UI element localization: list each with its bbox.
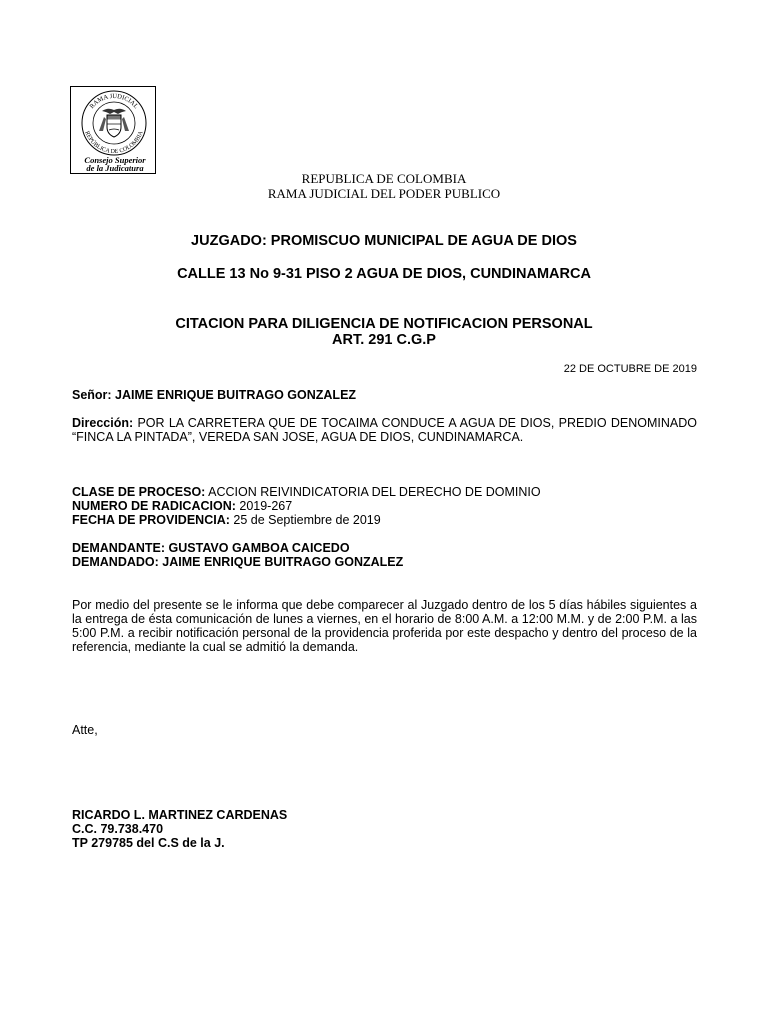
seal-ring-bottom-text: REPÚBLICA DE COLOMBIA	[83, 130, 145, 156]
document-date: 22 DE OCTUBRE DE 2019	[563, 363, 697, 375]
seal-emblem-icon	[71, 87, 157, 157]
ruling-date-row	[72, 513, 697, 527]
document-subtitle: ART. 291 C.G.P	[332, 332, 436, 348]
address-value: POR LA CARRETERA QUE DE TOCAIMA CONDUCE A AGUA DE DIOS, PREDIO DENOMINADO “FINCA LA PINTADA”, VEREDA SAN JOSE, AGUA DE DIOS, CUNDINAMARCA.	[72, 416, 697, 444]
address-block	[72, 416, 697, 444]
ruling-date-value: 25 de Septiembre de 2019	[233, 513, 381, 527]
filing-number-value: 2019-267	[239, 499, 293, 513]
process-type-row	[72, 485, 697, 499]
process-type-value: ACCION REIVINDICATORIA DEL DERECHO DE DOMINIO	[208, 485, 541, 499]
plaintiff-line: DEMANDANTE: GUSTAVO GAMBOA CAICEDO	[72, 541, 350, 555]
process-type-label: CLASE DE PROCESO:	[72, 485, 206, 499]
seal-ring-top-text: RAMA JUDICIAL	[88, 92, 140, 111]
filing-number-label: NUMERO DE RADICACION:	[72, 499, 236, 513]
notice-body-paragraph: Por medio del presente se le informa que debe comparecer al Juzgado dentro de los 5 días hábiles siguientes a la entrega de ésta comunicación de lunes a viernes, en el horario de 8:00 A.M. a 12:00 M.M. y de 2:00 P.M. a las 5:00 P.M. a recibir notificación personal de la providencia proferida por este despacho y dentro del proceso de la referencia, mediante la cual se admitió la demanda.	[72, 598, 697, 654]
court-name: JUZGADO: PROMISCUO MUNICIPAL DE AGUA DE DIOS	[191, 233, 577, 249]
recipient-line: Señor: JAIME ENRIQUE BUITRAGO GONZALEZ	[72, 388, 357, 402]
signer-professional-card: TP 279785 del C.S de la J.	[72, 836, 225, 850]
header-branch: RAMA JUDICIAL DEL PODER PUBLICO	[267, 186, 501, 201]
logo-caption-line2: de la Judicatura	[86, 163, 144, 173]
judicial-seal-logo	[70, 86, 156, 174]
defendant-line: DEMANDADO: JAIME ENRIQUE BUITRAGO GONZALEZ	[72, 555, 404, 569]
court-address: CALLE 13 No 9-31 PISO 2 AGUA DE DIOS, CUNDINAMARCA	[177, 266, 591, 282]
signer-name: RICARDO L. MARTINEZ CARDENAS	[72, 808, 288, 822]
signer-id: C.C. 79.738.470	[72, 822, 164, 836]
closing-salutation: Atte,	[72, 723, 98, 737]
document-title: CITACION PARA DILIGENCIA DE NOTIFICACION PERSONAL	[175, 316, 593, 332]
ruling-date-label: FECHA DE PROVIDENCIA:	[72, 513, 230, 527]
address-label: Dirección:	[72, 416, 134, 430]
filing-number-row	[72, 499, 697, 513]
header-country: REPUBLICA DE COLOMBIA	[301, 171, 467, 186]
logo-caption-line1: Consejo Superior	[84, 155, 146, 165]
